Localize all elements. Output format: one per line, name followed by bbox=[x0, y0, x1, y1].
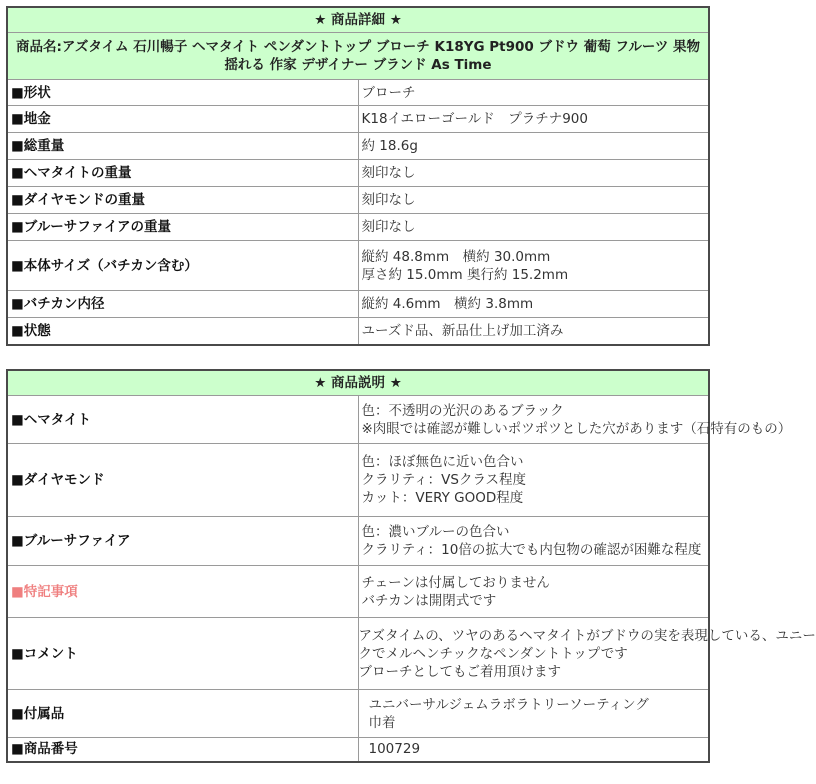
row-value bbox=[358, 160, 709, 187]
row-value bbox=[358, 241, 709, 291]
value-line: 色：ほぼ無色に近い色合い bbox=[361, 454, 524, 470]
table-row bbox=[7, 160, 709, 187]
row-label: ■ヘマタイト bbox=[7, 396, 358, 444]
value-line: アズタイムの、ツヤのあるヘマタイトがブドウの実を表現している、ユニー bbox=[358, 627, 816, 644]
row-value bbox=[358, 444, 709, 517]
value-line: バチカンは開閉式です bbox=[361, 592, 497, 609]
details-table bbox=[6, 6, 710, 346]
row-value bbox=[358, 690, 709, 738]
row-value bbox=[358, 566, 709, 618]
row-value bbox=[358, 618, 816, 690]
row-label: ■商品番号 bbox=[7, 738, 358, 762]
value-line: 巾着 bbox=[368, 714, 396, 731]
row-label: ■地金 bbox=[7, 106, 358, 133]
value-line: クラリティ：VSクラス程度 bbox=[361, 472, 527, 488]
value-line: 厚さ約 15.0mm 奥行約 15.2mm bbox=[361, 266, 569, 283]
description-table bbox=[6, 369, 816, 763]
row-label: ■コメント bbox=[7, 618, 358, 690]
row-label: ■形状 bbox=[7, 80, 358, 106]
table-row bbox=[7, 241, 709, 291]
table-row bbox=[7, 187, 709, 214]
value-line: 約 18.6g bbox=[361, 138, 418, 154]
row-label: ■総重量 bbox=[7, 133, 358, 160]
row-label: ■付属品 bbox=[7, 690, 358, 738]
value-line: ユニバーサルジェムラボラトリーソーティング bbox=[368, 696, 649, 713]
value-line: 刻印なし bbox=[361, 165, 416, 181]
table-row bbox=[7, 133, 709, 160]
row-label-special: ■特記事項 bbox=[7, 566, 358, 618]
row-label: ■ヘマタイトの重量 bbox=[7, 160, 358, 187]
table-row bbox=[7, 566, 709, 618]
value-line: カット：VERY GOOD程度 bbox=[361, 490, 524, 506]
row-value bbox=[358, 318, 709, 345]
value-line: ※肉眼では確認が難しいポツポツとした穴があります（石特有のもの） bbox=[361, 420, 792, 437]
table-row bbox=[7, 291, 709, 318]
value-line: 色：不透明の光沢のあるブラック bbox=[361, 402, 564, 419]
table-row bbox=[7, 396, 709, 444]
value-line: ブローチとしてもご着用頂けます bbox=[358, 663, 561, 680]
row-value bbox=[358, 517, 709, 566]
row-value bbox=[358, 106, 709, 133]
row-value bbox=[358, 291, 709, 318]
row-value bbox=[358, 396, 792, 444]
table-row bbox=[7, 690, 709, 738]
table-row bbox=[7, 738, 709, 762]
row-label: ■ブルーサファイアの重量 bbox=[7, 214, 358, 241]
row-value bbox=[358, 214, 709, 241]
details-header: ★ 商品詳細 ★ bbox=[7, 7, 709, 33]
value-line: クでメルヘンチックなペンダントトップです bbox=[358, 645, 628, 662]
table-row bbox=[7, 618, 709, 690]
value-line: 縦約 48.8mm 横約 30.0mm bbox=[361, 248, 551, 265]
value-line: クラリティ：10倍の拡大でも内包物の確認が困難な程度 bbox=[361, 542, 702, 558]
value-line: ブローチ bbox=[361, 84, 416, 101]
value-line: 色：濃いブルーの色合い bbox=[361, 524, 510, 540]
row-label: ■ダイヤモンド bbox=[7, 444, 358, 517]
row-value bbox=[358, 738, 709, 762]
table-row bbox=[7, 318, 709, 345]
value-line: 刻印なし bbox=[361, 219, 416, 235]
value-line: 縦約 4.6mm 横約 3.8mm bbox=[361, 296, 534, 312]
row-label: ■ブルーサファイア bbox=[7, 517, 358, 566]
value-line: チェーンは付属しておりません bbox=[361, 574, 550, 591]
row-value bbox=[358, 187, 709, 214]
description-header: ★ 商品説明 ★ bbox=[7, 370, 709, 396]
value-line: 刻印なし bbox=[361, 192, 416, 208]
row-label: ■ダイヤモンドの重量 bbox=[7, 187, 358, 214]
table-row bbox=[7, 80, 709, 106]
table-row bbox=[7, 444, 709, 517]
value-line: 100729 bbox=[368, 741, 421, 758]
table-row bbox=[7, 517, 709, 566]
table-row bbox=[7, 106, 709, 133]
row-label: ■本体サイズ（バチカン含む） bbox=[7, 241, 358, 291]
row-label: ■バチカン内径 bbox=[7, 291, 358, 318]
value-line: ユーズド品、新品仕上げ加工済み bbox=[361, 322, 564, 339]
row-value bbox=[358, 80, 709, 106]
row-label: ■状態 bbox=[7, 318, 358, 345]
product-name: 商品名:アズタイム 石川暢子 ヘマタイト ペンダントトップ ブローチ K18YG Pt900 ブドウ 葡萄 フルーツ 果物 揺れる 作家 デザイナー ブランド As Time bbox=[7, 33, 709, 80]
table-row bbox=[7, 214, 709, 241]
value-line: K18イエローゴールド プラチナ900 bbox=[361, 111, 588, 127]
row-value bbox=[358, 133, 709, 160]
